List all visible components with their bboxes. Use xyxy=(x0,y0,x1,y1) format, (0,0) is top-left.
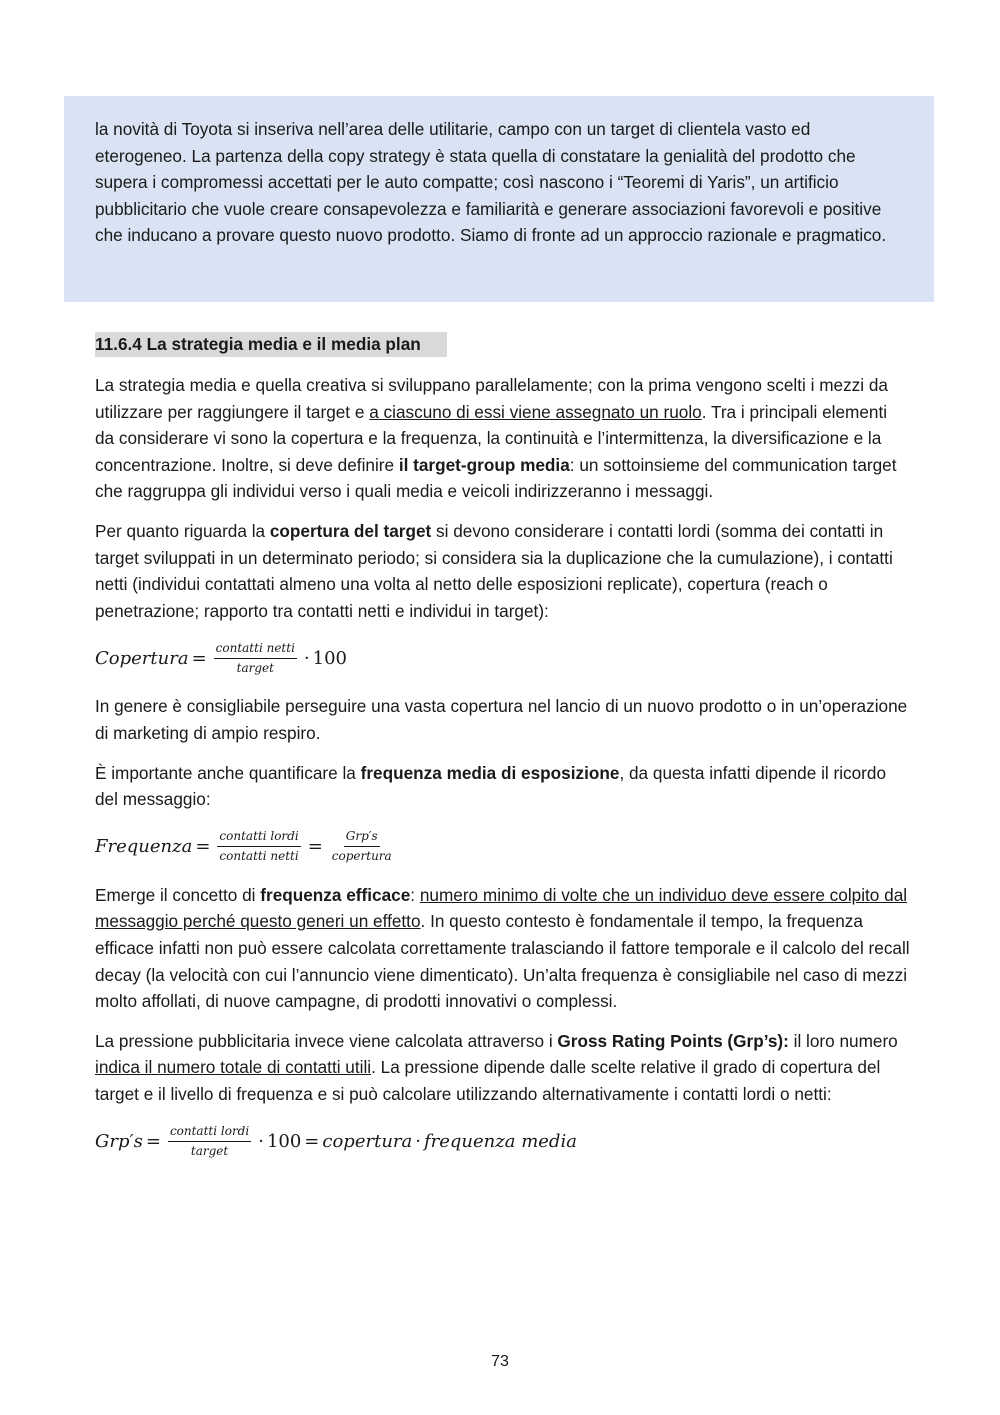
denominator: target xyxy=(190,1143,229,1158)
paragraph-coverage-advice: In genere è consigliabile perseguire una vasta copertura nel lancio di un nuovo prodotto o in un’operazione di marketing di ampio respiro. xyxy=(95,696,908,743)
text-span: La pressione pubblicitaria invece viene calcolata attraverso i xyxy=(95,1030,558,1051)
fraction xyxy=(217,829,300,864)
underlined-text: numero minimo di volte che un individuo deve essere colpito dal messaggio perché questo generi un effetto xyxy=(95,884,908,932)
dot-operator: · xyxy=(303,647,310,669)
bold-text: frequenza media di esposizione xyxy=(360,762,620,783)
formula-lhs: Grp′s xyxy=(95,1130,143,1152)
text-span: . Tra i principali elementi da considerare vi sono la copertura e la frequenza, la continuità e l’intermittenza, la diversificazione e la concentrazione. Inoltre, si deve definire xyxy=(95,401,888,475)
constant: 100 xyxy=(312,647,348,669)
denominator: target xyxy=(236,660,274,675)
equals-sign: = xyxy=(307,836,323,858)
dot-operator: · xyxy=(258,1130,264,1152)
formula-lhs: Copertura xyxy=(95,647,189,669)
constant: 100 xyxy=(266,1130,302,1152)
text-span: : xyxy=(410,884,420,905)
dot-operator: · xyxy=(415,1130,421,1152)
text-span: È importante anche quantificare la xyxy=(95,762,361,783)
section-content xyxy=(95,332,910,1163)
fraction xyxy=(330,829,394,864)
text-span: . La pressione dipende dalle scelte relative il grado di copertura del target e il livello di frequenza e si può calcolare utilizzando alternativamente i contatti lordi o netti: xyxy=(95,1057,881,1104)
page-number: 73 xyxy=(491,1353,509,1370)
text-span: si devono considerare i contatti lordi (somma dei contatti in target sviluppati in un determinato periodo; si considera sia la duplicazione che la cumulazione), i contatti netti (individui contattati almeno una volta al netto delle esposizioni replicate), copertura (reach o penetrazione; rapporto tra contatti netti e individui in target): xyxy=(95,520,893,621)
bold-text: copertura del target xyxy=(269,520,432,541)
text-span: , da questa infatti dipende il ricordo del messaggio: xyxy=(95,762,887,810)
formula-frequency xyxy=(95,825,910,869)
denominator: copertura xyxy=(331,849,392,864)
formula-lhs: Frequenza xyxy=(95,836,193,858)
highlight-box xyxy=(64,96,934,302)
section-heading: 11.6.4 La strategia media e il media plan xyxy=(95,332,447,357)
paragraph-effective-frequency xyxy=(95,882,910,1015)
text-span: La strategia media e quella creativa si sviluppano parallelamente; con la prima vengono scelti i mezzi da utilizzare per raggiungere il target e xyxy=(95,375,888,422)
text-span: : un sottoinsieme del communication target che raggruppa gli individui verso i quali media e veicoli indirizzeranno i messaggi. xyxy=(95,454,897,502)
equals-sign: = xyxy=(304,1130,320,1152)
formula-term: copertura xyxy=(322,1130,413,1152)
equals-sign: = xyxy=(191,647,207,669)
underlined-text: indica il numero totale di contatti utili xyxy=(95,1057,372,1078)
paragraph-grp xyxy=(95,1028,910,1108)
numerator: contatti netti xyxy=(214,641,297,659)
formula-grp xyxy=(95,1119,910,1163)
formula-term: frequenza media xyxy=(423,1130,577,1152)
fraction xyxy=(168,1124,251,1159)
text-span: Per quanto riguarda la xyxy=(95,520,270,541)
numerator: contatti lordi xyxy=(168,1124,251,1142)
bold-text: Gross Rating Points (Grp’s): xyxy=(557,1030,789,1051)
text-span: il loro numero xyxy=(788,1030,898,1051)
box-paragraph: la novità di Toyota si inseriva nell’area delle utilitarie, campo con un target di clientela vasto ed eterogeneo. La partenza della copy strategy è stata quella di constatare la genialità del prodotto che supera i compromessi accettati per le auto compatte; così nascono i “Teoremi di Yaris”, un artificio pubblicitario che vuole creare consapevolezza e familiarità e generare associazioni favorevoli e positive che inducano a provare questo nuovo prodotto. Siamo di fronte ad un approccio razionale e pragmatico. xyxy=(95,119,887,246)
fraction xyxy=(214,641,297,676)
text-span: . In questo contesto è fondamentale il tempo, la frequenza efficace infatti non può essere calcolata correttamente tralasciando il fattore temporale e il calcolo del recall decay (la velocità con cui l’annuncio viene dimenticato). Un’alta frequenza è consigliabile nel caso di mezzi molto affollati, di nuove campagne, di prodotti innovativi o complessi. xyxy=(95,911,910,1012)
paragraph-media-strategy xyxy=(95,372,910,505)
underlined-text: a ciascuno di essi viene assegnato un ruolo xyxy=(369,401,702,422)
bold-text: il target-group media xyxy=(398,454,570,475)
paragraph-coverage xyxy=(95,518,910,624)
denominator: contatti netti xyxy=(219,849,299,864)
numerator: Grp′s xyxy=(344,829,380,847)
equals-sign: = xyxy=(195,836,211,858)
numerator: contatti lordi xyxy=(217,829,300,847)
paragraph-frequency xyxy=(95,760,910,813)
formula-coverage xyxy=(95,636,910,680)
text-span: Emerge il concetto di xyxy=(95,884,261,905)
equals-sign: = xyxy=(145,1130,161,1152)
bold-text: frequenza efficace xyxy=(260,884,411,905)
